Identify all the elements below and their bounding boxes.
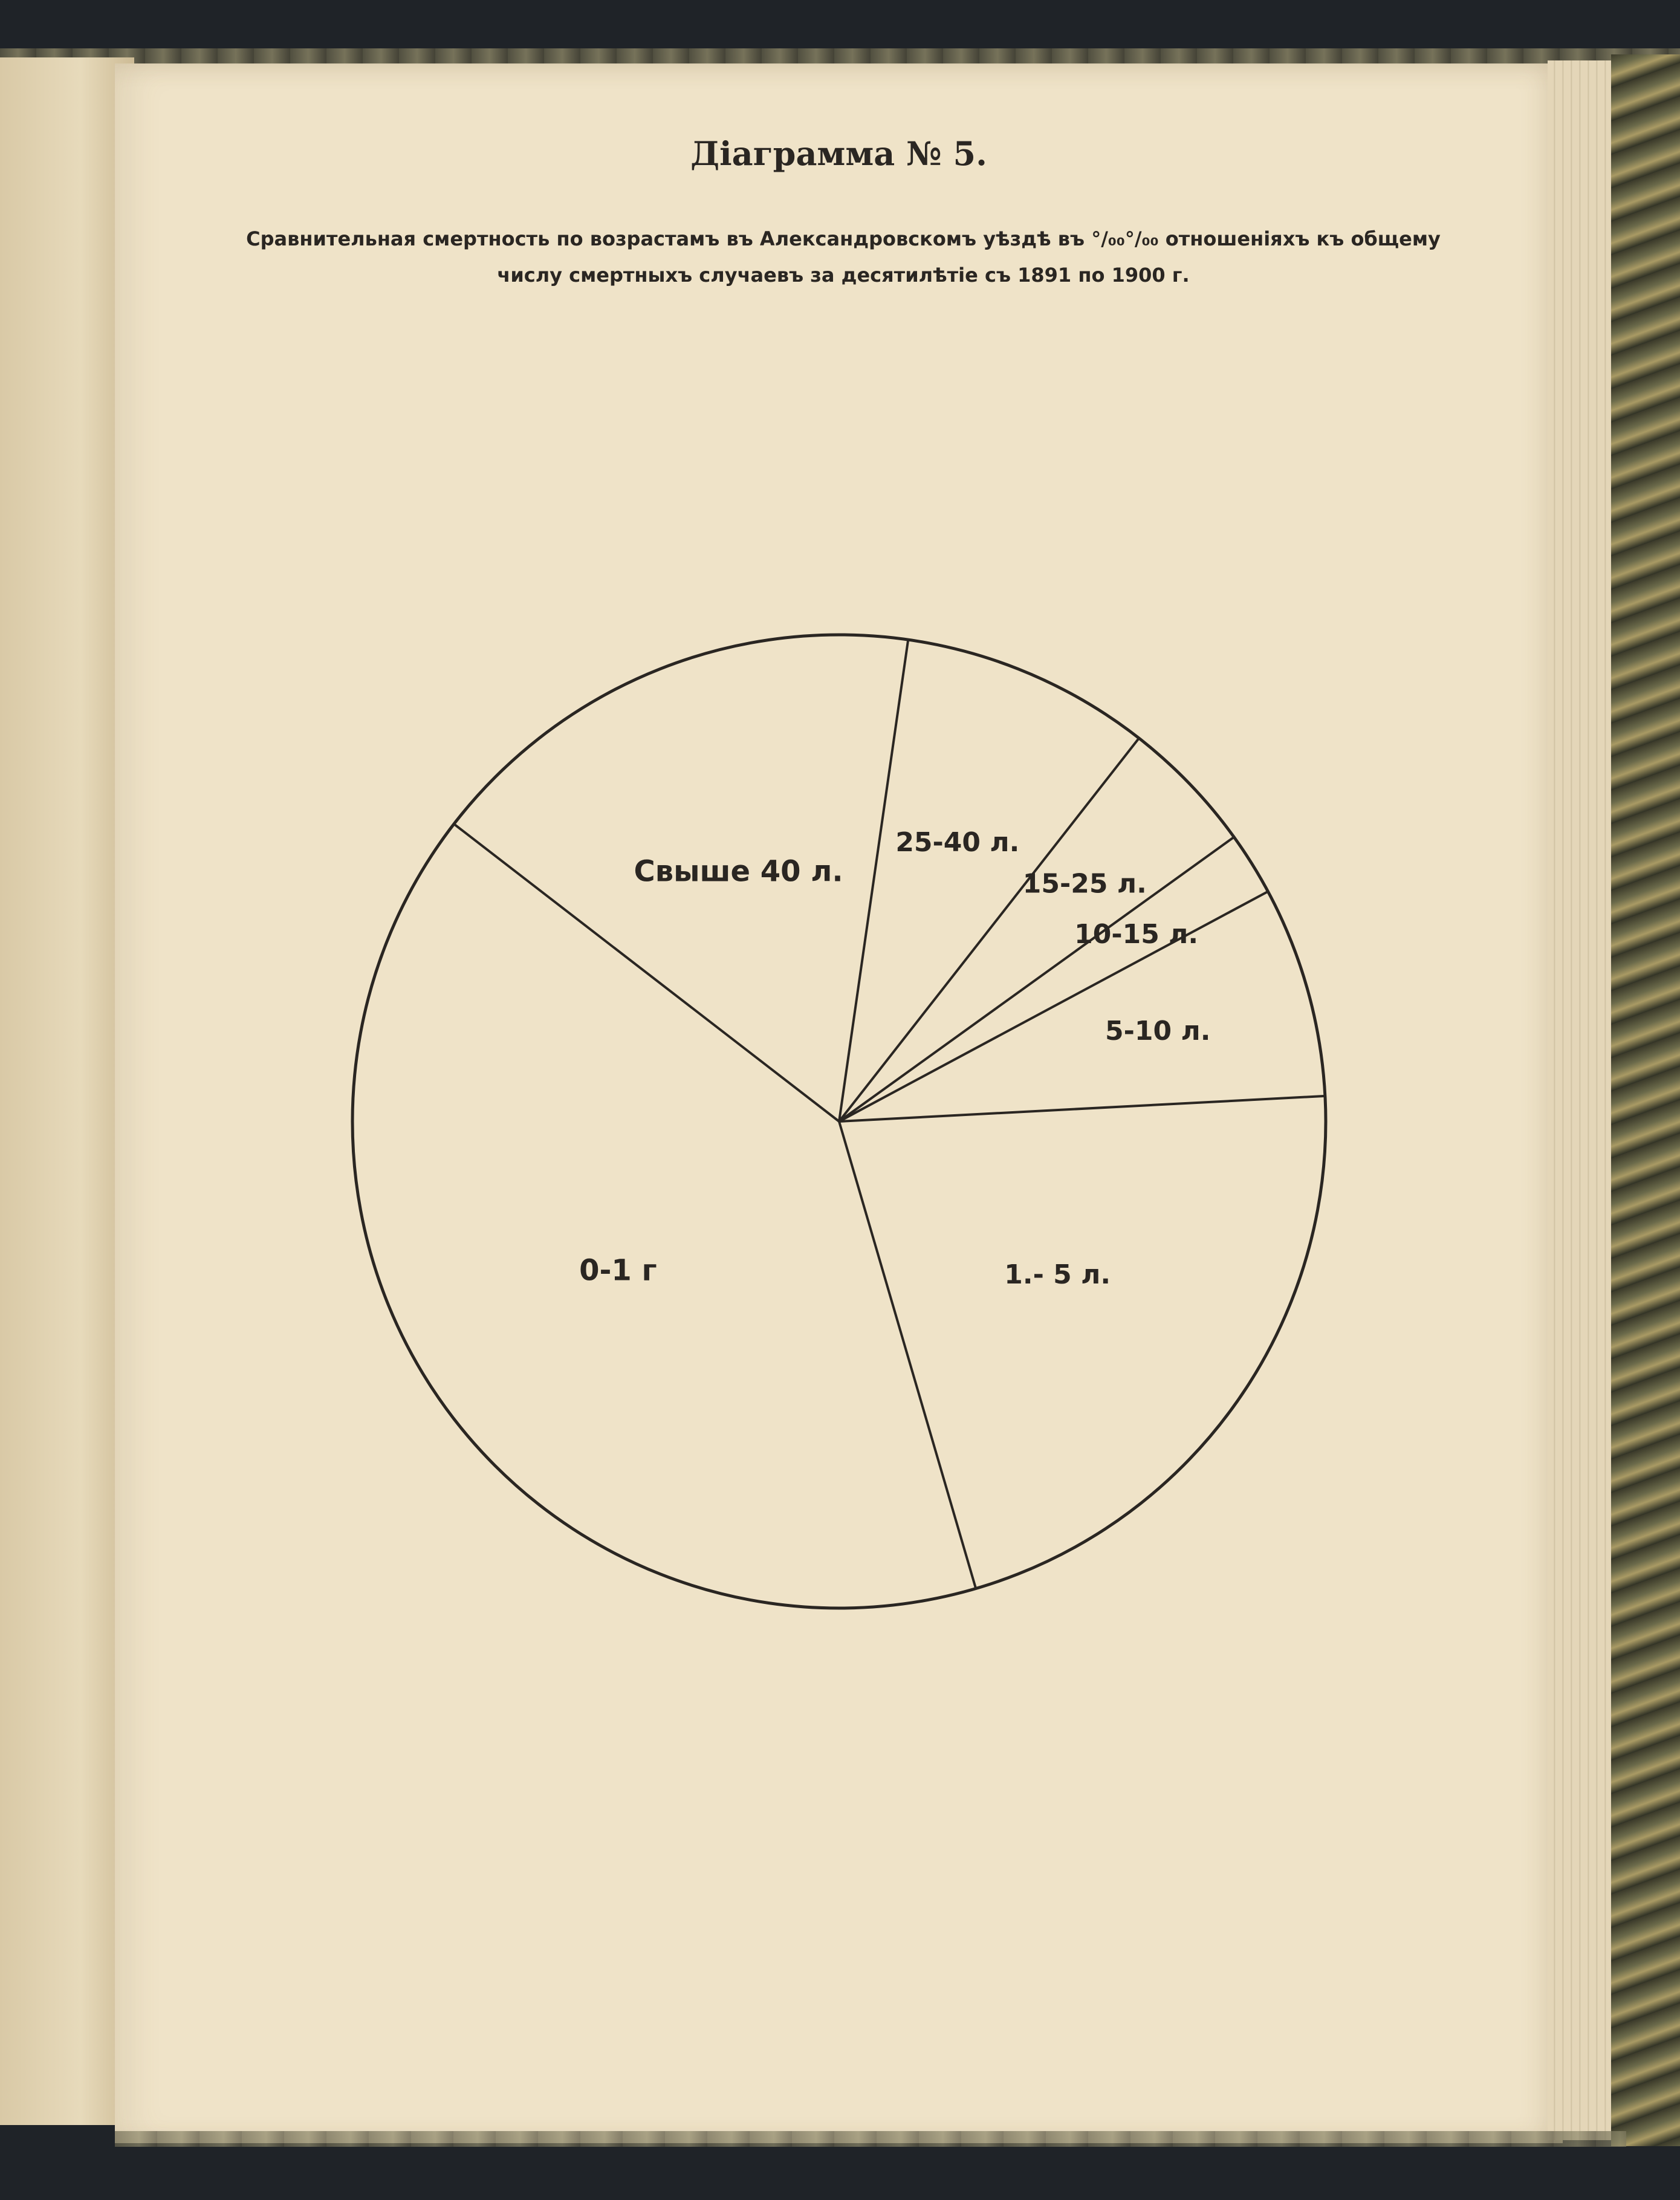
pie-slice-label: Свыше 40 л. — [634, 854, 843, 889]
pie-slice-boundary — [839, 892, 1268, 1121]
chart-title: Діаграмма № 5. — [690, 134, 987, 173]
pie-slice-boundary — [839, 1096, 1325, 1121]
pie-slice-label: 15-25 л. — [1022, 868, 1147, 900]
pie-slice-label: 1.- 5 л. — [1004, 1259, 1111, 1291]
subtitle-line-2: числу смертныхъ случаевъ за десятилѣтіе съ 1891 по 1900 г. — [497, 264, 1190, 287]
pie-slice-boundary — [839, 1121, 976, 1589]
subtitle-line-1: Сравнительная смертность по возрастамъ въ Александровскомъ уѣздѣ въ °/₀₀°/₀₀ отношеніяхъ къ общему — [246, 227, 1441, 250]
pie-slice-label: 10-15 л. — [1074, 919, 1199, 950]
pie-slice-label: 0-1 г — [579, 1253, 657, 1288]
pie-slice-boundary — [839, 640, 908, 1121]
pie-slice-label: 25-40 л. — [895, 826, 1020, 858]
pie-slice-label: 5-10 л. — [1105, 1015, 1211, 1046]
